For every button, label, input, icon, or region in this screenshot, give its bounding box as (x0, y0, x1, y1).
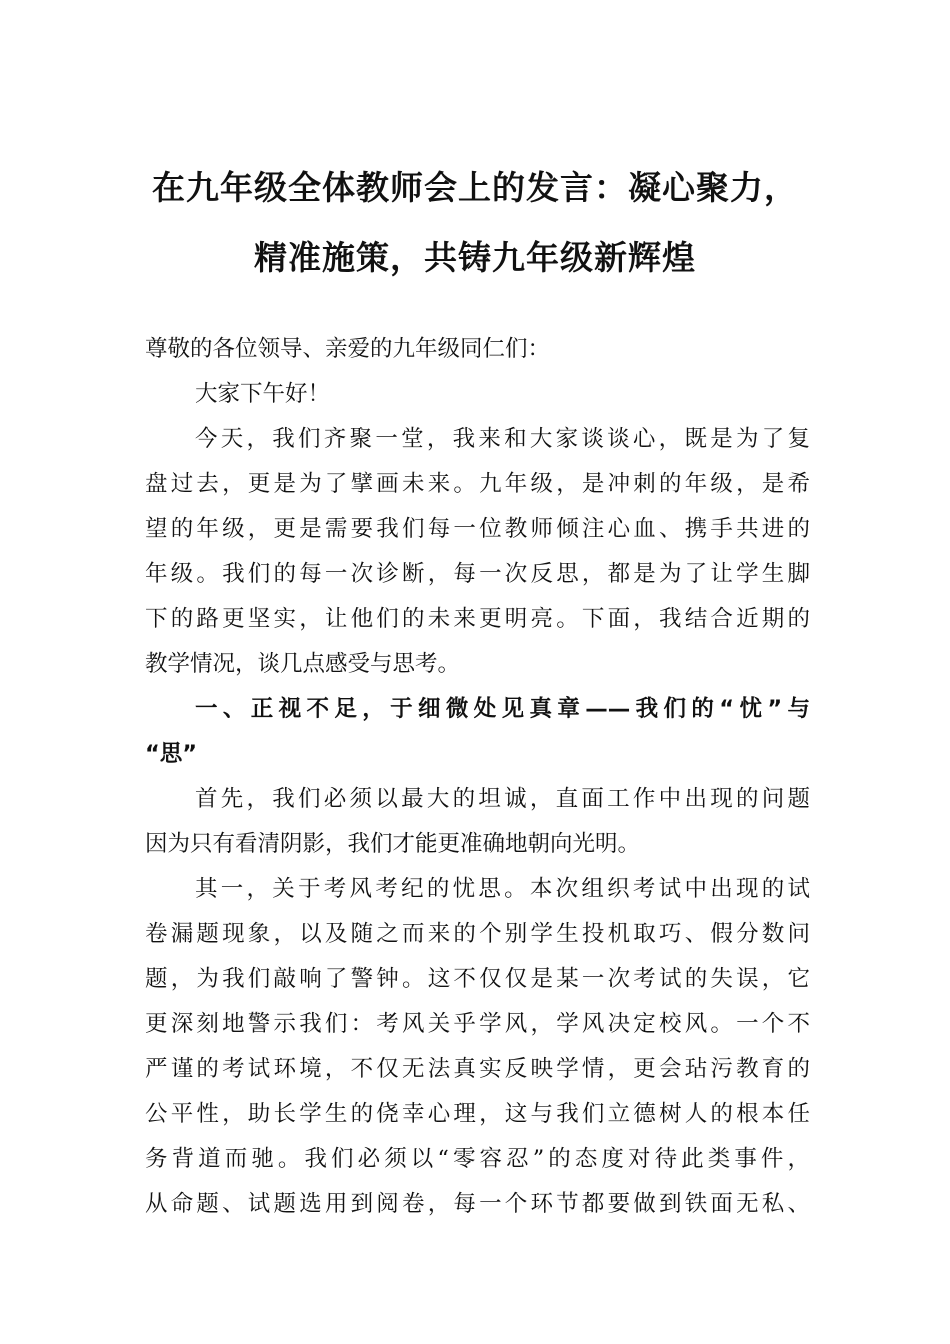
paragraph-line: 尊敬的各位领导、亲爱的九年级同仁们： (145, 336, 551, 362)
paragraph-line: 因为只有看清阴影，我们才能更准确地朝向光明。 (145, 831, 641, 857)
paragraph-line: 其一，关于考风考纪的忧思。本次组织考试中出现的试 (195, 876, 810, 902)
paragraph-line: 望的年级，更是需要我们每一位教师倾注心血、携手共进的 (145, 516, 810, 542)
paragraph-line: 年级。我们的每一次诊断，每一次反思，都是为了让学生脚 (145, 561, 810, 587)
paragraph-line: 严谨的考试环境，不仅无法真实反映学情，更会玷污教育的 (145, 1056, 810, 1082)
paragraph-line: 公平性，助长学生的侥幸心理，这与我们立德树人的根本任 (145, 1101, 810, 1127)
paragraph-line: 盘过去，更是为了擘画未来。九年级，是冲刺的年级，是希 (145, 471, 810, 497)
document-body (145, 327, 810, 1227)
paragraph-line: 务背道而驰。我们必须以“零容忍”的态度对待此类事件， (145, 1146, 810, 1172)
paragraph-line: 卷漏题现象，以及随之而来的个别学生投机取巧、假分数问 (145, 921, 810, 947)
paragraph-line: 教学情况，谈几点感受与思考。 (145, 651, 461, 677)
document-title-line-2: 精准施策，共铸九年级新辉煌 (254, 238, 696, 277)
document-title-line-1: 在九年级全体教师会上的发言：凝心聚力， (152, 168, 798, 207)
paragraph-line: 更深刻地警示我们：考风关乎学风，学风决定校风。一个不 (145, 1011, 810, 1037)
paragraph-line: 从命题、试题选用到阅卷，每一个环节都要做到铁面无私、 (145, 1191, 810, 1217)
paragraph-line: 大家下午好！ (195, 381, 331, 407)
paragraph-line: 下的路更坚实，让他们的未来更明亮。下面，我结合近期的 (145, 606, 810, 632)
paragraph-line: 今天，我们齐聚一堂，我来和大家谈谈心，既是为了复 (195, 426, 810, 452)
section-heading-line: 一、正视不足，于细微处见真章——我们的“忧”与 (195, 696, 810, 722)
paragraph-line: 题，为我们敲响了警钟。这不仅仅是某一次考试的失误，它 (145, 966, 810, 992)
paragraph-line: 首先，我们必须以最大的坦诚，直面工作中出现的问题 (195, 786, 810, 812)
section-heading-line: “思” (145, 741, 198, 767)
